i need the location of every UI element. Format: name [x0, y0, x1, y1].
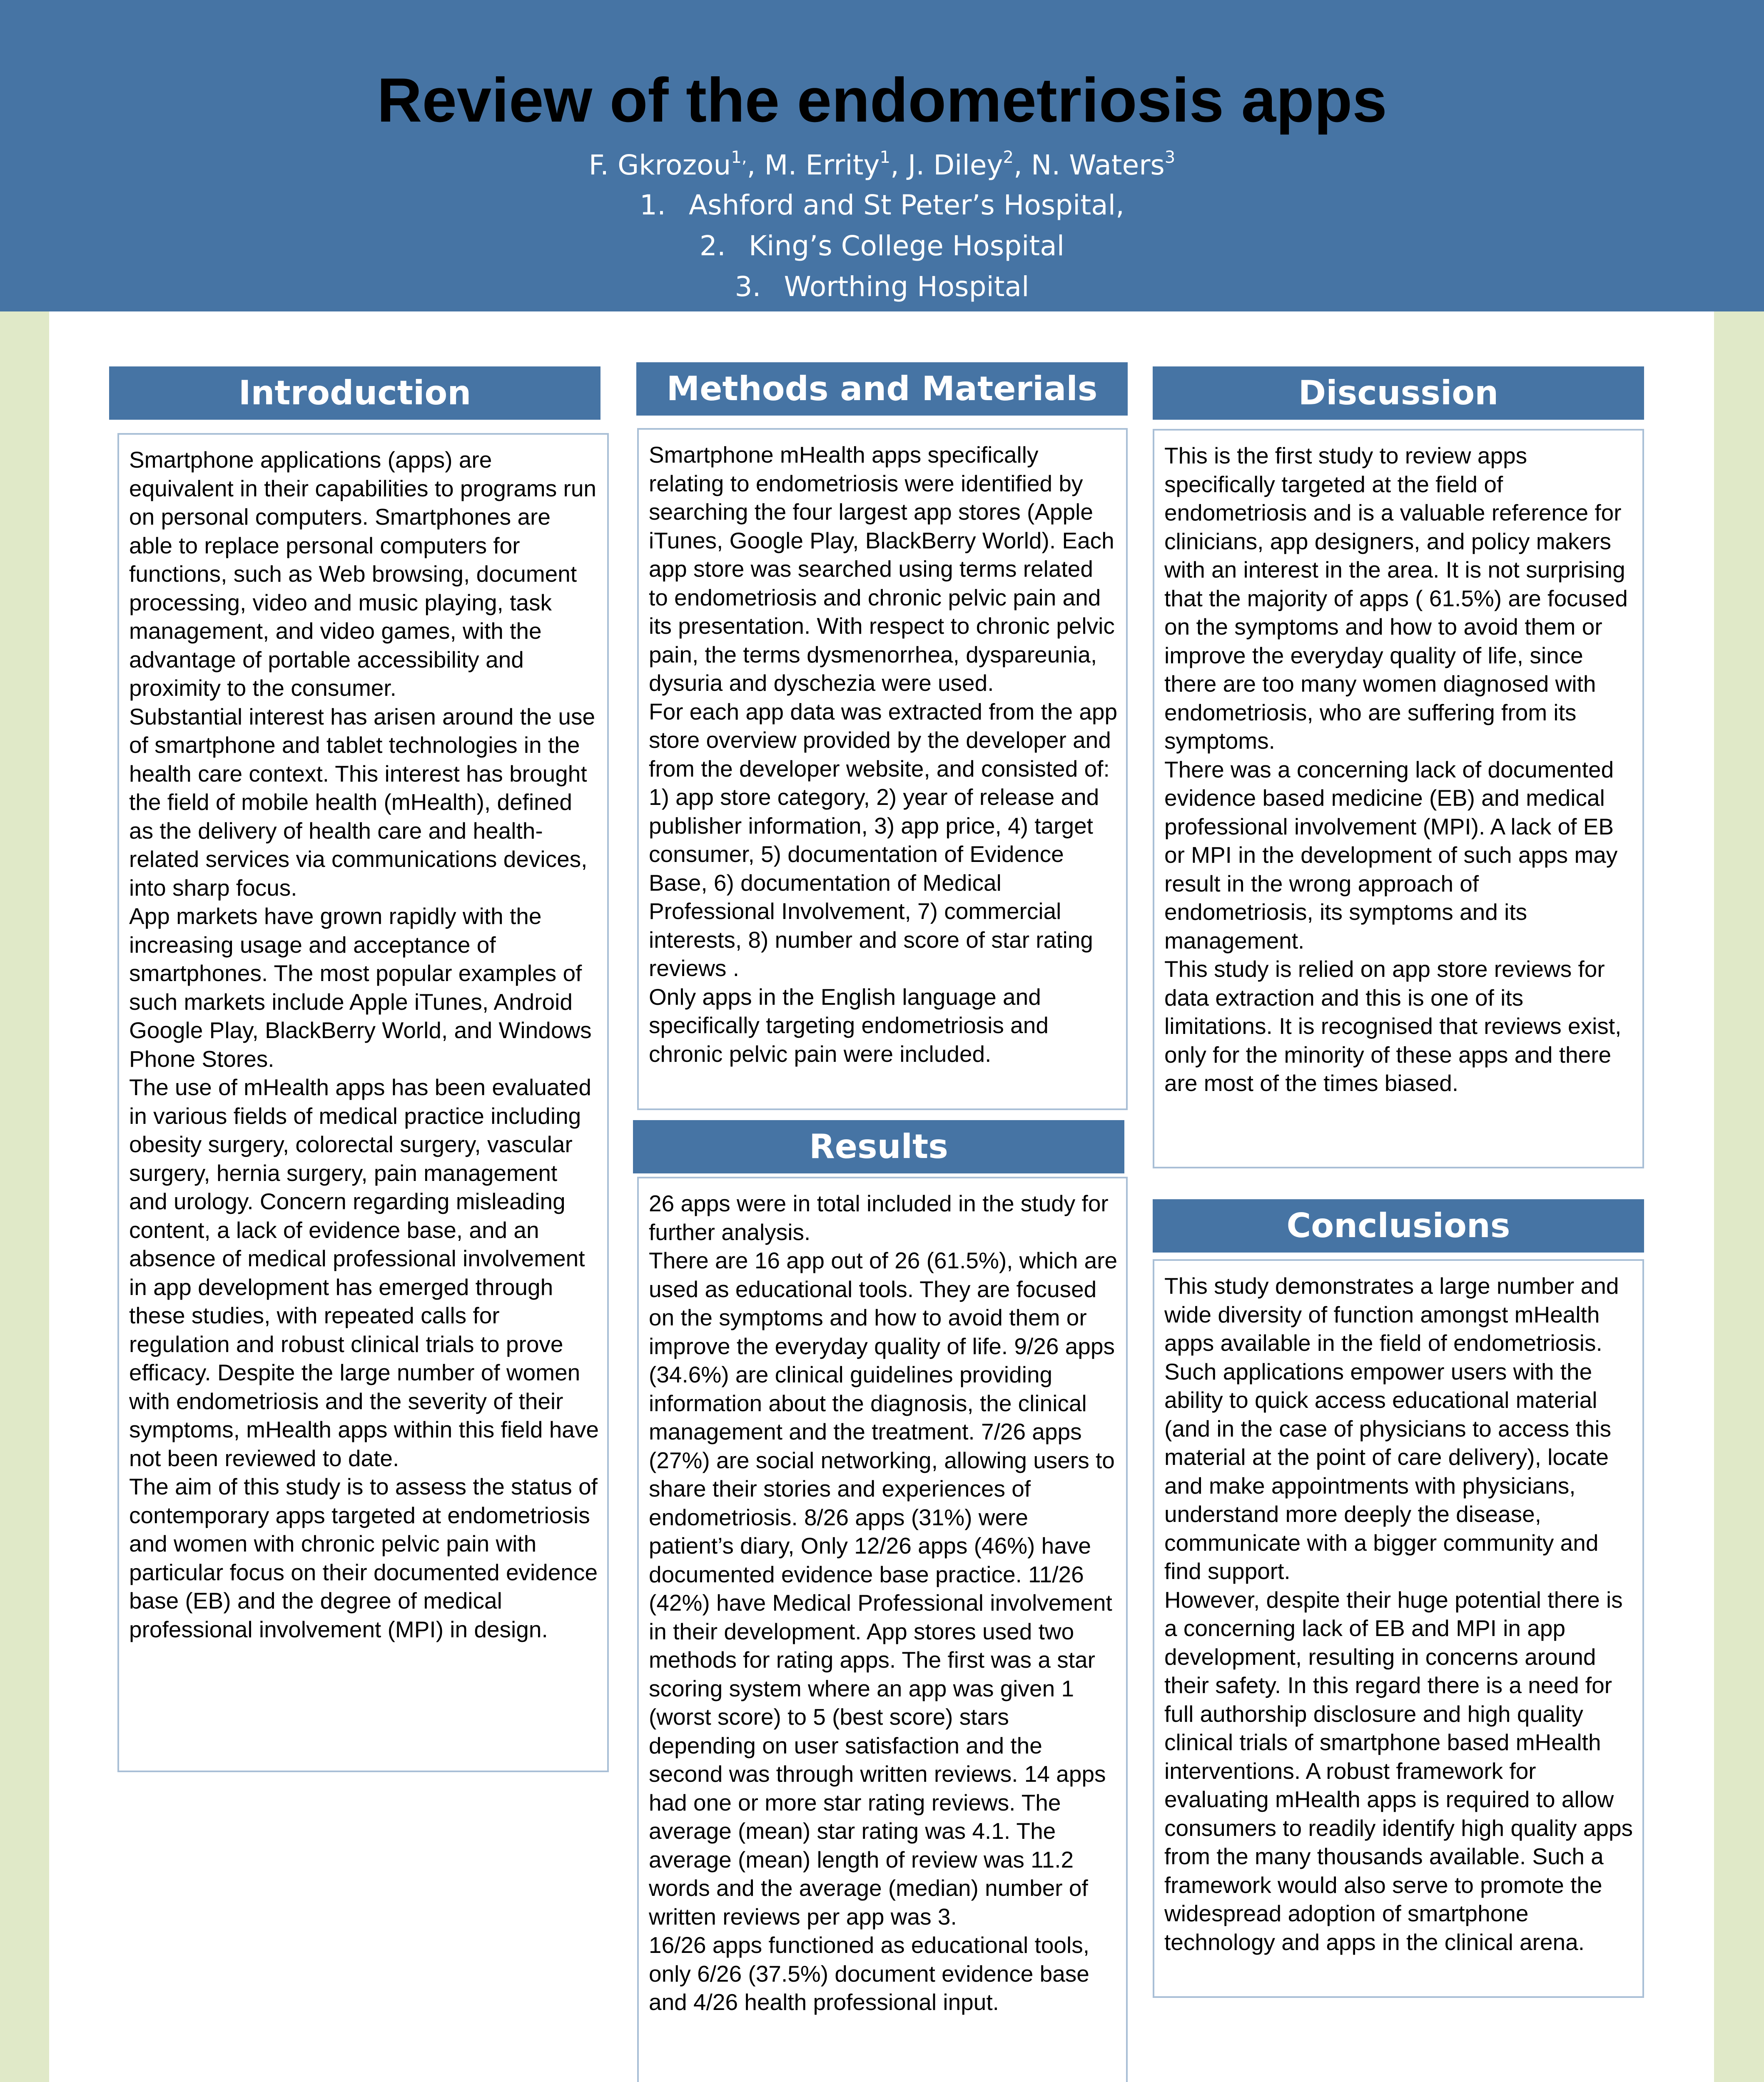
methods-heading: Methods and Materials	[636, 362, 1128, 416]
introduction-paragraph: App markets have grown rapidly with the increasing usage and acceptance of smartphones. The most popular examples of such markets include Apple iTunes, Android Google Play, BlackBerry World, and Windows Phone Stores.	[129, 903, 592, 1072]
author-affiliation-marker: 2	[1003, 148, 1014, 167]
introduction-paragraph: The aim of this study is to assess the status of contemporary apps targeted at endometriosis and women with chronic pelvic pain with particular focus on their documented evidence base (EB) and the degree of medical professional involvement (MPI) in design.	[129, 1474, 598, 1642]
conclusions-paragraph: However, despite their huge potential there is a concerning lack of EB and MPI in app development, resulting in concerns around their safety. In this regard there is a need for full authorship disclosure and high quality clinical trials of smartphone based mHealth interventions. A robust framework for evaluating mHealth apps is required to allow consumers to readily identify high quality apps from the many thousands available. Such a framework would also serve to promote the widespread adoption of smartphone technology and apps in the clinical arena.	[1164, 1586, 1633, 1955]
discussion-paragraph: This study is relied on app store reviews for data extraction and this is one of its limitations. It is recognised that reviews exist, only for the minority of these apps and there are most of the times biased.	[1164, 956, 1622, 1096]
affiliation-item	[0, 227, 1764, 265]
introduction-heading: Introduction	[109, 366, 600, 420]
poster-header	[0, 0, 1764, 311]
conclusions-paragraph: This study demonstrates a large number and wide diversity of function amongst mHealth apps available in the field of endometriosis. Such applications empower users with the ability to quick access educational material (and in the case of physicians to access this material at the point of care delivery), locate and make appointments with physicians, understand more deeply the disease, communicate with a bigger community and find support.	[1164, 1273, 1619, 1584]
results-paragraph: There are 16 app out of 26 (61.5%), which are used as educational tools. They are focused on the symptoms and how to avoid them or improve the everyday quality of life. 9/26 apps (34.6%) are clinical guidelines providing information about the diagnosis, the clinical management and the treatment. 7/26 apps (27%) are social networking, allowing users to share their stories and experiences of endometriosis. 8/26 apps (31%) were patient’s diary, Only 12/26 apps (46%) have documented evidence base practice. 11/26 (42%) have Medical Professional involvement in their development. App stores used two methods for rating apps. The first was a star scoring system where an app was given 1 (worst score) to 5 (best score) stars depending on user satisfaction and the second was through written reviews. 14 apps had one or more star rating reviews. The average (mean) star rating was 4.1. The average (mean) length of review was 11.2 words and the average (median) number of written reviews per app was 3.	[649, 1248, 1118, 1930]
methods-paragraph: For each app data was extracted from the app store overview provided by the developer and from the developer website, and consisted of: 1) app store category, 2) year of release and publisher information, 3) app price, 4) target consumer, 5) documentation of Evidence Base, 6) documentation of Medical Professional Involvement, 7) commercial interests, 8) number and score of star rating reviews .	[649, 698, 1118, 981]
author-separator: ,	[747, 149, 765, 181]
conclusions-heading: Conclusions	[1153, 1199, 1644, 1253]
affiliation-item	[0, 187, 1764, 224]
discussion-box	[1153, 429, 1644, 1168]
conclusions-box	[1153, 1259, 1644, 1998]
author-name: N. Waters	[1031, 149, 1165, 181]
introduction-paragraph: Smartphone applications (apps) are equivalent in their capabilities to programs run on personal computers. Smartphones are able to replace personal computers for functions, such as Web browsing, document processing, video and music playing, task management, and video games, with the advantage of portable accessibility and proximity to the consumer.	[129, 447, 596, 701]
author-affiliation-marker: 3	[1164, 148, 1176, 167]
affiliation-name: Worthing Hospital	[784, 271, 1029, 303]
affiliation-number: 1.	[640, 189, 666, 221]
author-affiliation-marker: 1,	[731, 148, 747, 167]
affiliation-name: Ashford and St Peter’s Hospital,	[688, 189, 1124, 221]
affiliation-name: King’s College Hospital	[748, 230, 1065, 262]
results-paragraph: 26 apps were in total included in the study for further analysis.	[649, 1190, 1109, 1245]
affiliation-number: 2.	[699, 230, 726, 262]
affiliation-item	[0, 268, 1764, 306]
author-affiliation-marker: 1	[880, 148, 890, 167]
author-name: F. Gkrozou	[588, 149, 731, 181]
results-paragraph: 16/26 apps functioned as educational tools, only 6/26 (37.5%) document evidence base and 4/26 health professional input.	[649, 1932, 1089, 2015]
author-name: M. Errity	[764, 149, 880, 181]
author-separator: ,	[890, 149, 908, 181]
methods-box	[637, 428, 1128, 1110]
discussion-paragraph: This is the first study to review apps specifically targeted at the field of endometriosis and is a valuable reference for clinicians, app designers, and policy makers with an interest in the area. It is not surprising that the majority of apps ( 61.5%) are focused on the symptoms and how to avoid them or improve the everyday quality of life, since there are too many women diagnosed with endometriosis, who are suffering from its symptoms.	[1164, 443, 1628, 754]
introduction-paragraph: Substantial interest has arisen around the use of smartphone and tablet technologies in the health care context. This interest has brought the field of mobile health (mHealth), defined as the delivery of health care and health-related services via communications devices, into sharp focus.	[129, 703, 595, 901]
results-box	[637, 1177, 1128, 2082]
author-separator: ,	[1013, 149, 1031, 181]
results-heading: Results	[633, 1120, 1124, 1173]
introduction-box	[117, 433, 609, 1772]
author-name: J. Diley	[907, 149, 1003, 181]
discussion-heading: Discussion	[1153, 366, 1644, 420]
introduction-paragraph: The use of mHealth apps has been evaluated in various fields of medical practice including obesity surgery, colorectal surgery, vascular surgery, hernia surgery, pain management and urology. Concern regarding misleading content, a lack of evidence base, and an absence of medical professional involvement in app development has emerged through these studies, with repeated calls for regulation and robust clinical trials to prove efficacy. Despite the large number of women with endometriosis and the severity of their symptoms, mHealth apps within this field have not been reviewed to date.	[129, 1074, 599, 1471]
methods-paragraph: Smartphone mHealth apps specifically relating to endometriosis were identified by searching the four largest app stores (Apple iTunes, Google Play, BlackBerry World). Each app store was searched using terms related to endometriosis and chronic pelvic pain and its presentation. With respect to chronic pelvic pain, the terms dysmenorrhea, dyspareunia, dysuria and dyschezia were used.	[649, 442, 1115, 696]
discussion-paragraph: There was a concerning lack of documented evidence based medicine (EB) and medical professional involvement (MPI). A lack of EB or MPI in the development of such apps may result in the wrong approach of endometriosis, its symptoms and its management.	[1164, 756, 1618, 954]
affiliation-number: 3.	[735, 271, 761, 303]
methods-paragraph: Only apps in the English language and specifically targeting endometriosis and chronic pelvic pain were included.	[649, 984, 1049, 1067]
poster-title: Review of the endometriosis apps	[377, 65, 1387, 135]
author-line	[0, 147, 1764, 184]
